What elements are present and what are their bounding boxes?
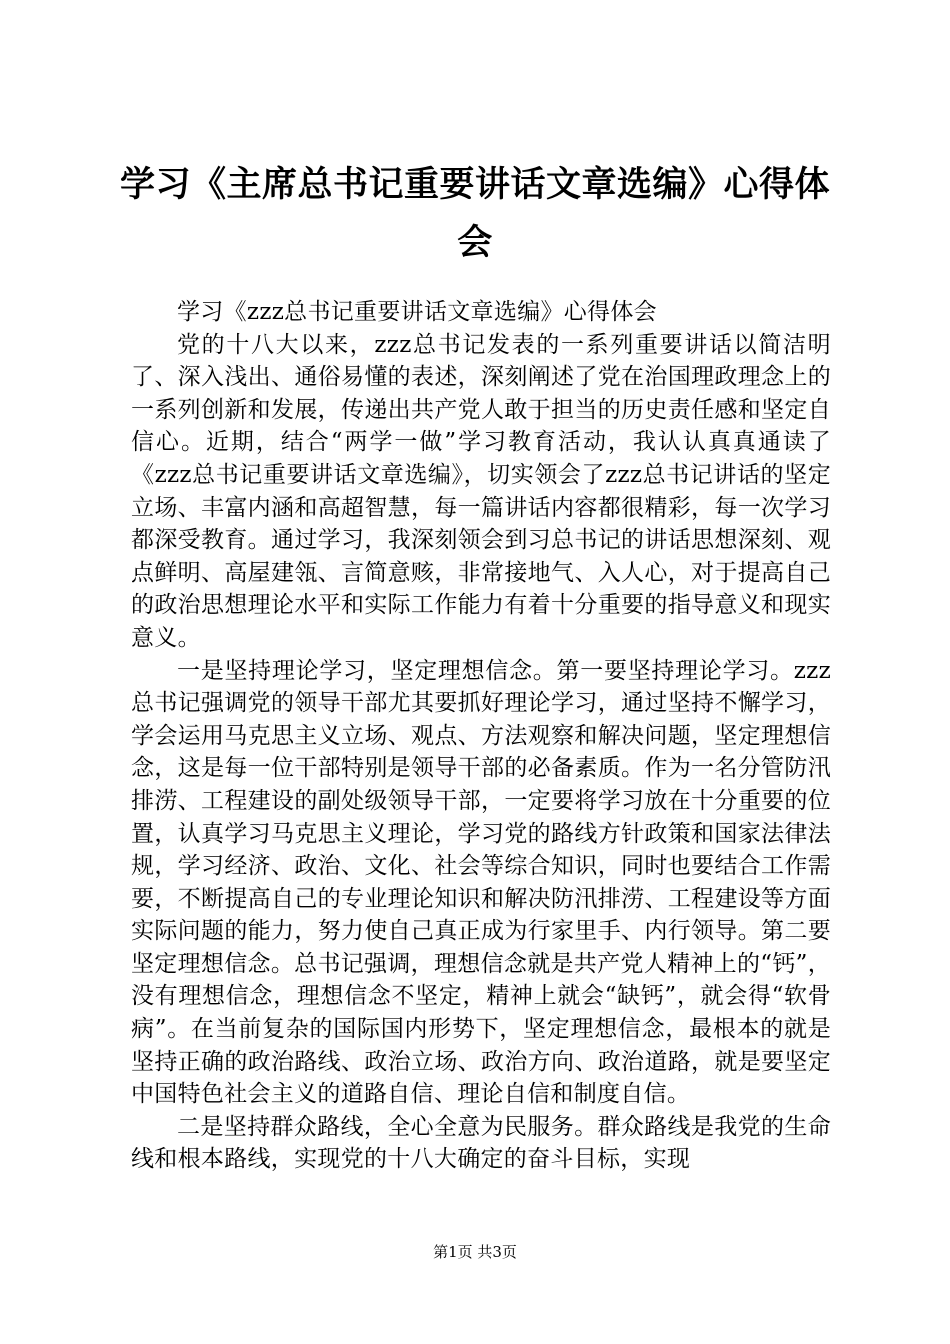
document-title: 学习《主席总书记重要讲话文章选编》心得体会 — [119, 165, 830, 263]
paragraph-intro: 党的十八大以来，zzz总书记发表的一系列重要讲话以简洁明了、深入浅出、通俗易懂的表述，深刻阐述了党在治国理政理念上的一系列创新和发展，传递出共产党人敢于担当的历史责任感和坚定自信心。近期，结合“两学一做”学习教育活动，我认认真真通读了《zzz总书记重要讲话文章选编》，切实领会了zzz总书记讲话的坚定立场、丰富内涵和高超智慧，每一篇讲话内容都很精彩，每一次学习都深受教育。通过学习，我深刻领会到习总书记的讲话思想深刻、观点鲜明、高屋建瓴、言简意赅，非常接地气、入人心，对于提高自己的政治思想理论水平和实际工作能力有着十分重要的指导意义和现实意义。 — [131, 331, 831, 651]
paragraph-point-one: 一是坚持理论学习，坚定理想信念。第一要坚持理论学习。zzz总书记强调党的领导干部尤其要抓好理论学习，通过坚持不懈学习，学会运用马克思主义立场、观点、方法观察和解决问题，坚定理想信念，这是每一位干部特别是领导干部的必备素质。作为一名分管防汛排涝、工程建设的副处级领导干部，一定要将学习放在十分重要的位置，认真学习马克思主义理论，学习党的路线方针政策和国家法律法规，学习经济、政治、文化、社会等综合知识，同时也要结合工作需要，不断提高自己的专业理论知识和解决防汛排涝、工程建设等方面实际问题的能力，努力使自己真正成为行家里手、内行领导。第二要坚定理想信念。总书记强调，理想信念就是共产党人精神上的“钙”，没有理想信念，理想信念不坚定，精神上就会“缺钙”，就会得“软骨病”。在当前复杂的国际国内形势下，坚定理想信念，最根本的就是坚持正确的政治路线、政治立场、政治方向、政治道路，就是要坚定中国特色社会主义的道路自信、理论自信和制度自信。 — [131, 657, 831, 1108]
document-body — [131, 296, 831, 1176]
page-number-footer: 第1页 共3页 — [433, 1243, 517, 1261]
paragraph-subtitle: 学习《zzz总书记重要讲话文章选编》心得体会 — [177, 299, 657, 325]
paragraph-point-two: 二是坚持群众路线，全心全意为民服务。群众路线是我党的生命线和根本路线，实现党的十八大确定的奋斗目标，实现 — [131, 1113, 831, 1173]
